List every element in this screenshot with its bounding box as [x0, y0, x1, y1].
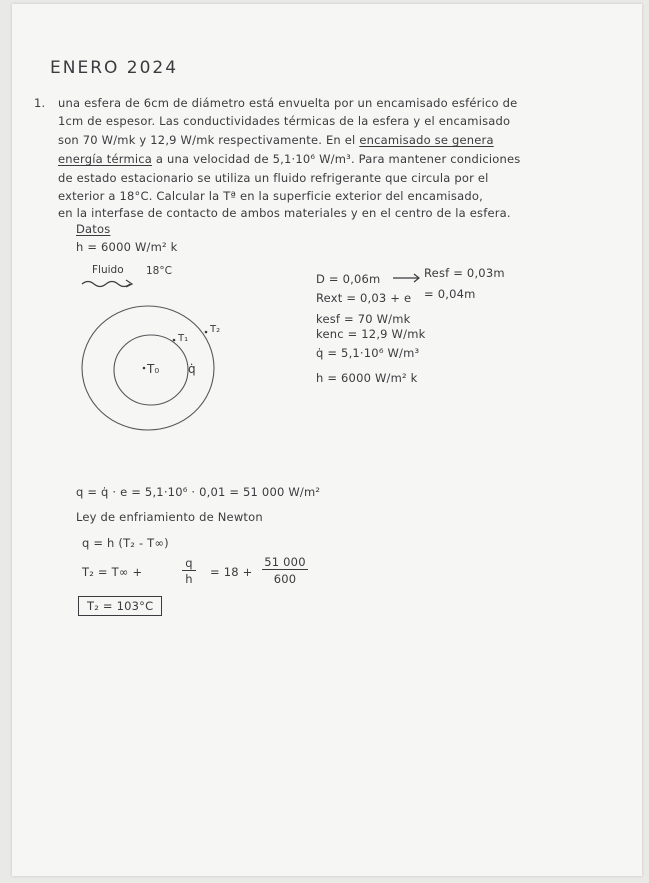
given-kenc: kenc = 12,9 W/mk [316, 327, 426, 341]
problem-line-2: 1cm de espesor. Las conductividades térmicas de la esfera y el encamisado [58, 114, 511, 128]
underlined-phrase-2: energía térmica [58, 152, 153, 166]
given-qdot: q̇ = 5,1·10⁶ W/m³ [316, 346, 420, 360]
problem-line-5: de estado estacionario se utiliza un fluido refrigerante que circula por el [58, 171, 489, 185]
fraction-q-over-h-den: h [185, 572, 193, 586]
given-resf: Resf = 0,03m [424, 266, 505, 280]
fraction-q-over-h-num: q [182, 556, 196, 571]
given-rext: Rext = 0,03 + e [316, 291, 412, 305]
underlined-phrase-1: encamisado se genera [359, 133, 494, 147]
final-result-box: T₂ = 103°C [78, 596, 162, 616]
fluid-label: Fluido [92, 264, 124, 276]
given-h: h = 6000 W/m² k [316, 371, 418, 385]
fraction-value-num: 51 000 [262, 555, 308, 570]
newton-law-label: Ley de enfriamiento de Newton [76, 510, 263, 524]
problem-line-1: una esfera de 6cm de diámetro está envuelta por un encamisado esférico de [58, 96, 518, 110]
given-d: D = 0,06m [316, 272, 381, 286]
problem-line-3: son 70 W/mk y 12,9 W/mk respectivamente. En el encamisado se genera [58, 133, 494, 147]
datos-label: Datos [76, 222, 111, 236]
fraction-value-den: 600 [273, 572, 297, 586]
label-t1: T₁ [178, 333, 189, 344]
equation-heat-flux: q = q̇ · e = 5,1·10⁶ · 0,01 = 51 000 W/m² [76, 485, 321, 499]
problem-line-7: en la interfase de contacto de ambos materiales y en el centro de la esfera. [58, 206, 511, 220]
equation-t2-mid: = 18 + [210, 565, 253, 579]
label-t2: T₂ [210, 324, 221, 335]
page-title: ENERO 2024 [50, 58, 179, 78]
problem-line-4: energía térmica a una velocidad de 5,1·10⁶ W/m³. Para mantener condiciones [58, 152, 521, 166]
datos-h: h = 6000 W/m² k [76, 240, 178, 254]
equation-t2-left: T₂ = T∞ + [82, 565, 143, 579]
problem-line-6: exterior a 18°C. Calcular la Tª en la superficie exterior del encamisado, [58, 189, 483, 203]
fluid-temp: 18°C [146, 265, 172, 277]
equation-newton: q = h (T₂ - T∞) [82, 536, 169, 550]
label-t0: T₀ [147, 362, 160, 376]
given-rext-value: = 0,04m [424, 287, 476, 301]
given-kesf: kesf = 70 W/mk [316, 312, 411, 326]
fluid-flow-arrow [82, 282, 130, 287]
problem-number: 1. [34, 96, 46, 110]
label-qdot: q̇ [188, 362, 196, 376]
